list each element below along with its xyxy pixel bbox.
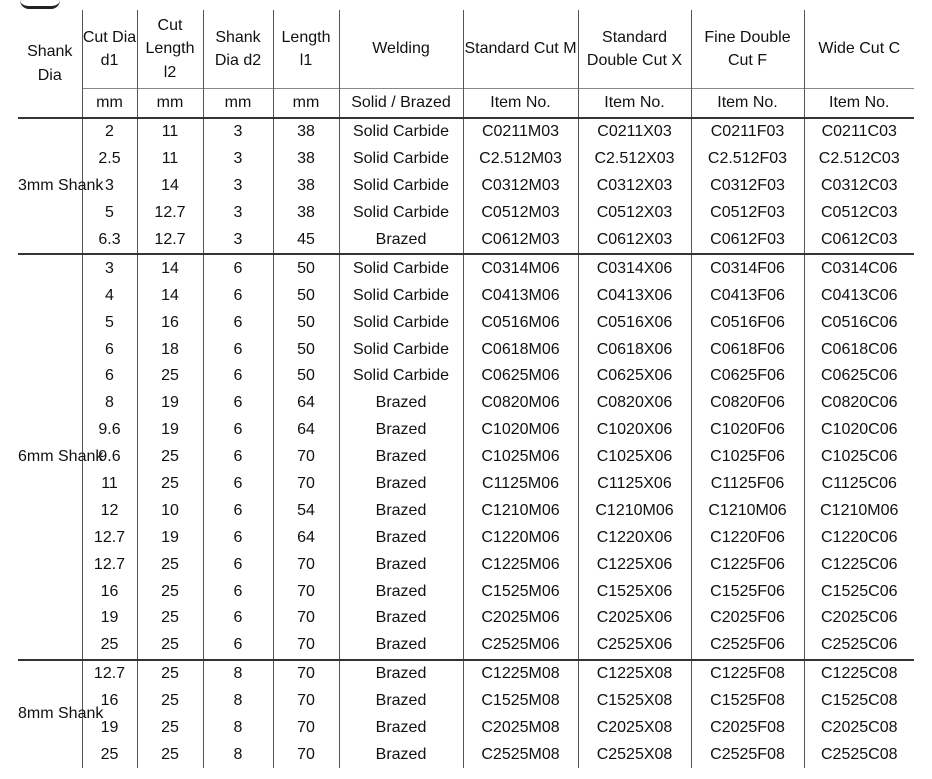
table-cell: 25: [137, 741, 203, 768]
product-table: [18, 10, 914, 768]
table-cell: Solid Carbide: [339, 173, 463, 200]
table-cell: C1210M06: [578, 497, 691, 524]
table-row: [18, 227, 914, 255]
table-cell: Brazed: [339, 715, 463, 742]
table-cell: 6: [82, 363, 137, 390]
table-cell: C1525X08: [578, 688, 691, 715]
table-cell: Solid Carbide: [339, 282, 463, 309]
table-cell: 11: [137, 118, 203, 146]
table-cell: C2025M06: [463, 605, 578, 632]
table-cell: C0820M06: [463, 390, 578, 417]
header-wide-cut: Wide Cut C: [804, 10, 914, 89]
table-cell: C0512F03: [691, 200, 804, 227]
table-cell: 9.6: [82, 444, 137, 471]
table-cell: C1525F08: [691, 688, 804, 715]
table-cell: C2525C08: [804, 741, 914, 768]
table-cell: C0618M06: [463, 336, 578, 363]
table-cell: C0512M03: [463, 200, 578, 227]
table-cell: 25: [137, 688, 203, 715]
logo-mark: [20, 0, 60, 9]
table-row: [18, 173, 914, 200]
table-cell: C0820C06: [804, 390, 914, 417]
table-cell: Brazed: [339, 417, 463, 444]
table-cell: Brazed: [339, 227, 463, 255]
table-cell: C0314X06: [578, 254, 691, 282]
table-cell: C1125M06: [463, 471, 578, 498]
table-cell: 2.5: [82, 146, 137, 173]
table-cell: C1020C06: [804, 417, 914, 444]
table-cell: 25: [137, 471, 203, 498]
table-cell: 14: [137, 254, 203, 282]
table-cell: C2025C08: [804, 715, 914, 742]
table-cell: 38: [273, 200, 339, 227]
table-cell: 10: [137, 497, 203, 524]
table-cell: C2025F06: [691, 605, 804, 632]
table-cell: C2025X08: [578, 715, 691, 742]
table-cell: 14: [137, 173, 203, 200]
table-cell: C0618F06: [691, 336, 804, 363]
header-shank-dia-d2: Shank Dia d2: [203, 10, 273, 89]
table-row: [18, 741, 914, 768]
unit-cell: Item No.: [578, 89, 691, 119]
table-cell: C2025X06: [578, 605, 691, 632]
unit-cell: Item No.: [804, 89, 914, 119]
table-cell: C1225M06: [463, 551, 578, 578]
table-cell: 3: [82, 254, 137, 282]
table-cell: 12.7: [82, 551, 137, 578]
table-cell: 25: [137, 632, 203, 660]
table-row: [18, 632, 914, 660]
table-cell: 54: [273, 497, 339, 524]
table-cell: C1210M06: [691, 497, 804, 524]
unit-cell: Item No.: [691, 89, 804, 119]
table-cell: C2025F08: [691, 715, 804, 742]
table-cell: C0612X03: [578, 227, 691, 255]
table-cell: Brazed: [339, 471, 463, 498]
table-cell: C0413X06: [578, 282, 691, 309]
table-body: [18, 118, 914, 768]
table-cell: C1025C06: [804, 444, 914, 471]
table-cell: 25: [137, 363, 203, 390]
table-cell: Brazed: [339, 497, 463, 524]
table-cell: C2025C06: [804, 605, 914, 632]
table-cell: 70: [273, 688, 339, 715]
table-cell: C1025X06: [578, 444, 691, 471]
table-cell: 3: [203, 118, 273, 146]
table-cell: C2525M08: [463, 741, 578, 768]
table-cell: 70: [273, 471, 339, 498]
table-row: [18, 688, 914, 715]
table-cell: C1225F08: [691, 660, 804, 688]
table-row: [18, 497, 914, 524]
table-cell: C1225X06: [578, 551, 691, 578]
table-cell: C0625M06: [463, 363, 578, 390]
table-cell: 3: [82, 173, 137, 200]
table-cell: C1525C06: [804, 578, 914, 605]
table-cell: C2525X06: [578, 632, 691, 660]
table-cell: C0312X03: [578, 173, 691, 200]
table-cell: 2: [82, 118, 137, 146]
table-cell: C1220M06: [463, 524, 578, 551]
table-cell: 50: [273, 309, 339, 336]
table-cell: C2525F06: [691, 632, 804, 660]
table-row: [18, 471, 914, 498]
table-cell: C0618C06: [804, 336, 914, 363]
table-cell: C2.512C03: [804, 146, 914, 173]
table-cell: 64: [273, 524, 339, 551]
table-row: [18, 390, 914, 417]
table-cell: C0314C06: [804, 254, 914, 282]
table-cell: 25: [137, 444, 203, 471]
table-cell: Solid Carbide: [339, 363, 463, 390]
table-cell: 12.7: [82, 524, 137, 551]
table-cell: 6: [82, 336, 137, 363]
table-cell: Brazed: [339, 578, 463, 605]
unit-cell: mm: [82, 89, 137, 119]
table-cell: C1225M08: [463, 660, 578, 688]
table-cell: C1125C06: [804, 471, 914, 498]
table-cell: C1125X06: [578, 471, 691, 498]
table-cell: C0413F06: [691, 282, 804, 309]
table-cell: 6: [203, 551, 273, 578]
table-cell: 6.3: [82, 227, 137, 255]
table-cell: C1025M06: [463, 444, 578, 471]
table-cell: C1220C06: [804, 524, 914, 551]
table-cell: 12: [82, 497, 137, 524]
table-cell: 8: [82, 390, 137, 417]
table-row: [18, 444, 914, 471]
table-cell: C2025M08: [463, 715, 578, 742]
table-cell: C1225C06: [804, 551, 914, 578]
table-cell: Brazed: [339, 632, 463, 660]
table-cell: 25: [137, 660, 203, 688]
table-cell: C1020F06: [691, 417, 804, 444]
table-cell: C2525F08: [691, 741, 804, 768]
table-cell: 6: [203, 471, 273, 498]
table-cell: 12.7: [137, 200, 203, 227]
table-row: [18, 309, 914, 336]
table-cell: C1225F06: [691, 551, 804, 578]
table-cell: C0512C03: [804, 200, 914, 227]
header-cut-length: Cut Length l2: [137, 10, 203, 89]
table-cell: 8: [203, 715, 273, 742]
table-cell: Brazed: [339, 390, 463, 417]
table-row: [18, 118, 914, 146]
table-cell: C0211C03: [804, 118, 914, 146]
table-cell: 70: [273, 632, 339, 660]
table-header: [18, 10, 914, 118]
table-cell: C2525M06: [463, 632, 578, 660]
table-cell: 6: [203, 605, 273, 632]
table-cell: 6: [203, 578, 273, 605]
table-cell: C0211F03: [691, 118, 804, 146]
table-cell: 25: [82, 741, 137, 768]
shank-group-label: 6mm Shank: [18, 254, 82, 659]
table-cell: 6: [203, 417, 273, 444]
table-cell: 6: [203, 336, 273, 363]
table-cell: 25: [82, 632, 137, 660]
table-cell: Solid Carbide: [339, 146, 463, 173]
unit-cell: mm: [203, 89, 273, 119]
shank-group-label: 3mm Shank: [18, 118, 82, 254]
table-cell: 6: [203, 254, 273, 282]
table-cell: C1020M06: [463, 417, 578, 444]
table-cell: 64: [273, 390, 339, 417]
table-cell: Brazed: [339, 524, 463, 551]
table-cell: 38: [273, 173, 339, 200]
header-welding: Welding: [339, 10, 463, 89]
table-row: [18, 363, 914, 390]
table-cell: C0312M03: [463, 173, 578, 200]
table-cell: C1525M08: [463, 688, 578, 715]
table-row: [18, 551, 914, 578]
table-cell: C0413C06: [804, 282, 914, 309]
table-row: [18, 417, 914, 444]
table-row: [18, 578, 914, 605]
table-cell: 38: [273, 146, 339, 173]
table-row: [18, 254, 914, 282]
table-cell: 50: [273, 336, 339, 363]
table-cell: 19: [137, 390, 203, 417]
header-fine-double-cut: Fine Double Cut F: [691, 10, 804, 89]
table-cell: 5: [82, 200, 137, 227]
table-cell: C0314M06: [463, 254, 578, 282]
table-cell: 70: [273, 741, 339, 768]
table-cell: C0625X06: [578, 363, 691, 390]
table-cell: C0516X06: [578, 309, 691, 336]
table-cell: 70: [273, 551, 339, 578]
table-cell: 4: [82, 282, 137, 309]
table-row: [18, 524, 914, 551]
header-shank-dia: Shank Dia: [27, 43, 73, 84]
table-cell: Brazed: [339, 605, 463, 632]
table-row: [18, 715, 914, 742]
table-row: [18, 146, 914, 173]
header-standard-double-cut: Standard Double Cut X: [578, 10, 691, 89]
table-cell: 19: [82, 715, 137, 742]
header-cut-dia: Cut Dia d1: [82, 10, 137, 89]
unit-cell: mm: [137, 89, 203, 119]
table-cell: 64: [273, 417, 339, 444]
table-cell: C0516F06: [691, 309, 804, 336]
table-cell: 3: [203, 146, 273, 173]
table-cell: 50: [273, 282, 339, 309]
table-cell: 16: [137, 309, 203, 336]
table-cell: 25: [137, 715, 203, 742]
table-cell: 70: [273, 444, 339, 471]
header-row: [18, 10, 914, 89]
table-cell: C1220X06: [578, 524, 691, 551]
table-row: [18, 605, 914, 632]
table-cell: C0516C06: [804, 309, 914, 336]
table-cell: Brazed: [339, 741, 463, 768]
table-cell: 25: [137, 605, 203, 632]
table-row: [18, 336, 914, 363]
unit-row: [18, 89, 914, 119]
table-cell: C0512X03: [578, 200, 691, 227]
table-cell: 25: [137, 578, 203, 605]
table-cell: 16: [82, 688, 137, 715]
table-cell: 70: [273, 605, 339, 632]
table-cell: 14: [137, 282, 203, 309]
unit-cell: mm: [273, 89, 339, 119]
table-cell: 12.7: [82, 660, 137, 688]
table-cell: C1025F06: [691, 444, 804, 471]
table-cell: C0516M06: [463, 309, 578, 336]
table-cell: C1525C08: [804, 688, 914, 715]
table-cell: C1020X06: [578, 417, 691, 444]
table-cell: 16: [82, 578, 137, 605]
table-cell: C1525M06: [463, 578, 578, 605]
table-cell: C1525X06: [578, 578, 691, 605]
table-cell: 18: [137, 336, 203, 363]
table-cell: 6: [203, 444, 273, 471]
table-cell: C2.512M03: [463, 146, 578, 173]
header-length: Length l1: [273, 10, 339, 89]
table-cell: Solid Carbide: [339, 254, 463, 282]
table-cell: C2.512X03: [578, 146, 691, 173]
table-cell: 8: [203, 688, 273, 715]
table-cell: 5: [82, 309, 137, 336]
table-cell: C2.512F03: [691, 146, 804, 173]
table-cell: 50: [273, 363, 339, 390]
table-cell: 3: [203, 227, 273, 255]
table-cell: C0820X06: [578, 390, 691, 417]
table-cell: C1225X08: [578, 660, 691, 688]
table-cell: 6: [203, 390, 273, 417]
shank-group-label: 8mm Shank: [18, 660, 82, 769]
table-cell: 70: [273, 660, 339, 688]
table-row: [18, 200, 914, 227]
header-standard-cut: Standard Cut M: [463, 10, 578, 89]
table-cell: Solid Carbide: [339, 118, 463, 146]
table-cell: 19: [137, 524, 203, 551]
table-row: [18, 660, 914, 688]
table-cell: 12.7: [137, 227, 203, 255]
table-cell: Brazed: [339, 688, 463, 715]
table-cell: C2525X08: [578, 741, 691, 768]
table-cell: C1525F06: [691, 578, 804, 605]
table-cell: 8: [203, 660, 273, 688]
table-cell: 70: [273, 715, 339, 742]
table-cell: C1220F06: [691, 524, 804, 551]
table-cell: 6: [203, 632, 273, 660]
table-cell: C1210M06: [463, 497, 578, 524]
table-cell: C0612C03: [804, 227, 914, 255]
table-cell: C0312C03: [804, 173, 914, 200]
table-cell: 6: [203, 309, 273, 336]
table-cell: C0211X03: [578, 118, 691, 146]
table-cell: 45: [273, 227, 339, 255]
table-cell: 6: [203, 282, 273, 309]
table-row: [18, 282, 914, 309]
table-cell: C1225C08: [804, 660, 914, 688]
table-cell: Brazed: [339, 444, 463, 471]
table-cell: C0820F06: [691, 390, 804, 417]
unit-cell: Item No.: [463, 89, 578, 119]
table-cell: C0211M03: [463, 118, 578, 146]
table-cell: Solid Carbide: [339, 336, 463, 363]
table-cell: 8: [203, 741, 273, 768]
table-cell: 25: [137, 551, 203, 578]
table-cell: 19: [82, 605, 137, 632]
table-cell: C1125F06: [691, 471, 804, 498]
table-cell: C0625F06: [691, 363, 804, 390]
table-cell: Brazed: [339, 551, 463, 578]
table-cell: C0314F06: [691, 254, 804, 282]
table-cell: C0612F03: [691, 227, 804, 255]
table-cell: 38: [273, 118, 339, 146]
table-cell: C0612M03: [463, 227, 578, 255]
table-cell: 6: [203, 497, 273, 524]
table-cell: C0312F03: [691, 173, 804, 200]
table-cell: 3: [203, 173, 273, 200]
table-cell: C0618X06: [578, 336, 691, 363]
table-cell: 6: [203, 363, 273, 390]
table-cell: C0625C06: [804, 363, 914, 390]
table-cell: 9.6: [82, 417, 137, 444]
table-cell: C1210M06: [804, 497, 914, 524]
table-cell: Solid Carbide: [339, 200, 463, 227]
table-cell: 6: [203, 524, 273, 551]
table-cell: 11: [137, 146, 203, 173]
table-cell: C2525C06: [804, 632, 914, 660]
table-cell: 19: [137, 417, 203, 444]
table-cell: 70: [273, 578, 339, 605]
table-cell: Solid Carbide: [339, 309, 463, 336]
table-cell: 3: [203, 200, 273, 227]
table-cell: 11: [82, 471, 137, 498]
table-cell: Brazed: [339, 660, 463, 688]
table-cell: C0413M06: [463, 282, 578, 309]
unit-cell: Solid / Brazed: [339, 89, 463, 119]
table-cell: 50: [273, 254, 339, 282]
